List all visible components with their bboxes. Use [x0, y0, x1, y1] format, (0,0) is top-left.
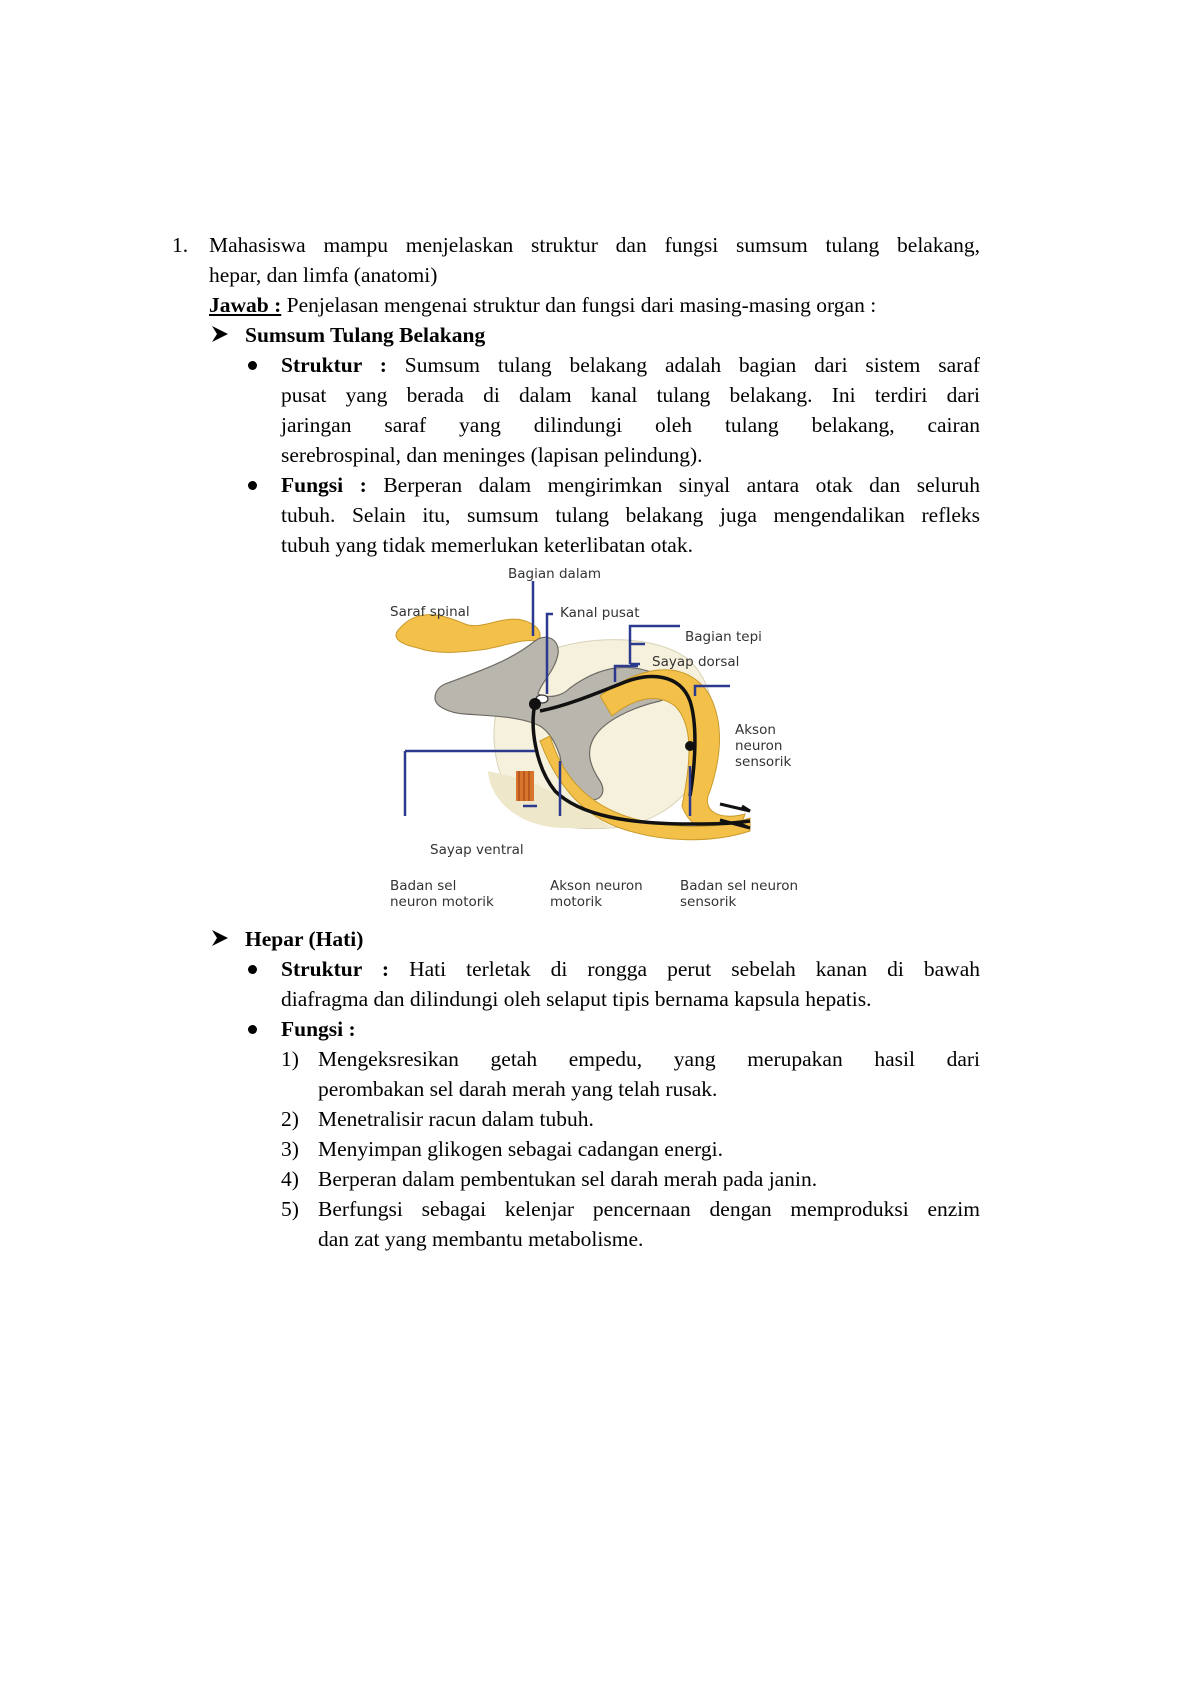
answer-line: [209, 290, 876, 320]
list-item-2: Menetralisir racun dalam tubuh.: [318, 1107, 594, 1131]
spinal-fungsi-text-1: Berperan dalam mengirimkan sinyal antara otak dan seluruh: [383, 473, 980, 497]
spinal-struktur-line-4: serebrospinal, dan meninges (lapisan pelindung).: [281, 443, 703, 467]
section-title-spinal-cord: Sumsum Tulang Belakang: [245, 323, 486, 347]
label-akson-sensorik-1: Akson: [735, 722, 776, 738]
question-line-1: Mahasiswa mampu menjelaskan struktur dan fungsi sumsum tulang belakang,: [209, 233, 980, 257]
question-line-2: hepar, dan limfa (anatomi): [209, 263, 438, 287]
liver-struktur-text-1: Hati terletak di rongga perut sebelah kanan di bawah: [409, 957, 981, 981]
bullet-icon: [248, 965, 257, 974]
arrowhead-bullet-icon: [210, 325, 230, 343]
list-item-5-line-2: dan zat yang membantu metabolisme.: [318, 1227, 644, 1251]
list-number: 3): [281, 1137, 299, 1161]
liver-struktur-line-1: [281, 954, 980, 984]
spinal-struktur-line-1: [281, 350, 980, 380]
label-sayap-ventral: Sayap ventral: [430, 842, 524, 858]
liver-struktur-label: Struktur :: [281, 957, 390, 981]
section-title-liver: Hepar (Hati): [245, 927, 364, 951]
label-badan-sensorik-1: Badan sel neuron: [680, 878, 799, 894]
spinal-struktur-label: Struktur :: [281, 353, 387, 377]
list-number: 1): [281, 1047, 299, 1071]
spinal-nerve-left: [396, 615, 540, 653]
bullet-icon: [248, 481, 257, 490]
motor-neuron-body: [529, 698, 541, 710]
arrowhead-bullet-icon: [210, 929, 230, 947]
label-sayap-dorsal: Sayap dorsal: [652, 654, 740, 670]
spinal-fungsi-line-1: [281, 470, 980, 500]
bullet-icon: [248, 361, 257, 370]
spinal-fungsi-label: Fungsi :: [281, 473, 367, 497]
label-akson-motorik-2: motorik: [550, 894, 603, 910]
list-number: 5): [281, 1197, 299, 1221]
list-number: 4): [281, 1167, 299, 1191]
label-bagian-dalam: Bagian dalam: [508, 566, 601, 582]
answer-intro: Penjelasan mengenai struktur dan fungsi dari masing-masing organ :: [281, 293, 877, 317]
spinal-struktur-line-3: jaringan saraf yang dilindungi oleh tulang belakang, cairan: [281, 413, 980, 437]
label-akson-sensorik-3: sensorik: [735, 754, 792, 770]
sensory-neuron-body: [685, 741, 695, 751]
label-saraf-spinal: Saraf spinal: [390, 604, 470, 620]
muscle-shape: [516, 771, 534, 801]
answer-label: Jawab :: [209, 293, 282, 317]
label-bagian-tepi: Bagian tepi: [685, 629, 762, 645]
spinal-cord-diagram: [390, 566, 860, 918]
label-kanal-pusat: Kanal pusat: [560, 605, 640, 621]
list-item-1-line-1: Mengeksresikan getah empedu, yang merupakan hasil dari: [318, 1047, 980, 1071]
spinal-fungsi-line-2: tubuh. Selain itu, sumsum tulang belakang juga mengendalikan refleks: [281, 503, 980, 527]
list-item-1-line-2: perombakan sel darah merah yang telah rusak.: [318, 1077, 718, 1101]
question-number: 1.: [172, 233, 189, 257]
list-item-5-line-1: Berfungsi sebagai kelenjar pencernaan dengan memproduksi enzim: [318, 1197, 980, 1221]
label-badan-motorik-1: Badan sel: [390, 878, 457, 894]
list-item-3: Menyimpan glikogen sebagai cadangan energi.: [318, 1137, 723, 1161]
list-item-4: Berperan dalam pembentukan sel darah merah pada janin.: [318, 1167, 818, 1191]
spinal-struktur-text-1: Sumsum tulang belakang adalah bagian dari sistem saraf: [404, 353, 980, 377]
label-akson-motorik-1: Akson neuron: [550, 878, 643, 894]
label-badan-sensorik-2: sensorik: [680, 894, 737, 910]
list-number: 2): [281, 1107, 299, 1131]
liver-struktur-line-2: diafragma dan dilindungi oleh selaput tipis bernama kapsula hepatis.: [281, 987, 872, 1011]
spinal-struktur-line-2: pusat yang berada di dalam kanal tulang belakang. Ini terdiri dari: [281, 383, 980, 407]
label-badan-motorik-2: neuron motorik: [390, 894, 494, 910]
spinal-fungsi-line-3: tubuh yang tidak memerlukan keterlibatan otak.: [281, 533, 693, 557]
label-akson-sensorik-2: neuron: [735, 738, 783, 754]
liver-fungsi-label: Fungsi :: [281, 1017, 356, 1041]
bullet-icon: [248, 1025, 257, 1034]
